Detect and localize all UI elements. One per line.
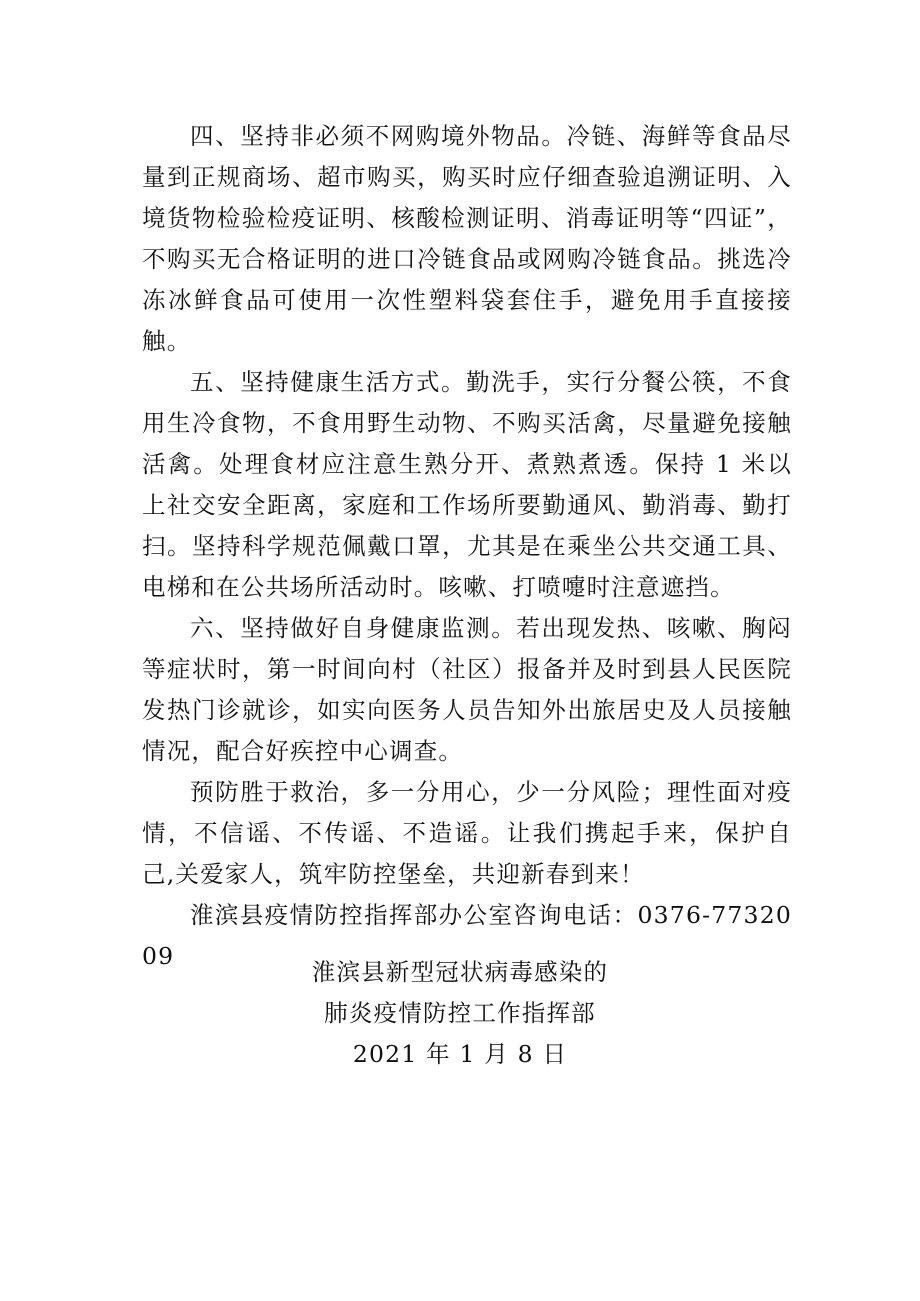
signature-org-line-1: 淮滨县新型冠状病毒感染的 [311, 958, 609, 986]
document-body [142, 116, 792, 977]
signature-date: 2021 年 1 月 8 日 [352, 1040, 568, 1068]
signature-org-line-2: 肺炎疫情防控工作指挥部 [324, 999, 596, 1027]
paragraph-prevention-appeal: 预防胜于救治，多一分用心，少一分风险；理性面对疫情，不信谣、不传谣、不造谣。让我们携起手来，保护自己,关爱家人，筑牢防控堡垒，共迎新春到来！ [142, 778, 792, 888]
paragraph-consult-phone: 淮滨县疫情防控指挥部办公室咨询电话：0376-7732009 [142, 901, 792, 970]
signature-block [0, 952, 920, 1075]
paragraph-5-healthy-lifestyle: 五、坚持健康生活方式。勤洗手，实行分餐公筷，不食用生冷食物，不食用野生动物、不购买活禽，尽量避免接触活禽。处理食材应注意生熟分开、煮熟煮透。保持 1 米以上社交安全距离，家庭和工作场所要勤通风、勤消毒、勤打扫。坚持科学规范佩戴口罩，尤其是在乘坐公共交通工具、电梯和在公共场所活动时。咳嗽、打喷嚏时注意遮挡。 [142, 368, 792, 601]
paragraph-6-health-monitoring: 六、坚持做好自身健康监测。若出现发热、咳嗽、胸闷等症状时，第一时间向村（社区）报备并及时到县人民医院发热门诊就诊，如实向医务人员告知外出旅居史及人员接触情况，配合好疾控中心调查。 [142, 614, 792, 765]
paragraph-4-online-shopping: 四、坚持非必须不网购境外物品。冷链、海鲜等食品尽量到正规商场、超市购买，购买时应仔细查验追溯证明、入境货物检验检疫证明、核酸检测证明、消毒证明等“四证”，不购买无合格证明的进口冷链食品或网购冷链食品。挑选冷冻冰鲜食品可使用一次性塑料袋套住手，避免用手直接接触。 [142, 122, 792, 355]
